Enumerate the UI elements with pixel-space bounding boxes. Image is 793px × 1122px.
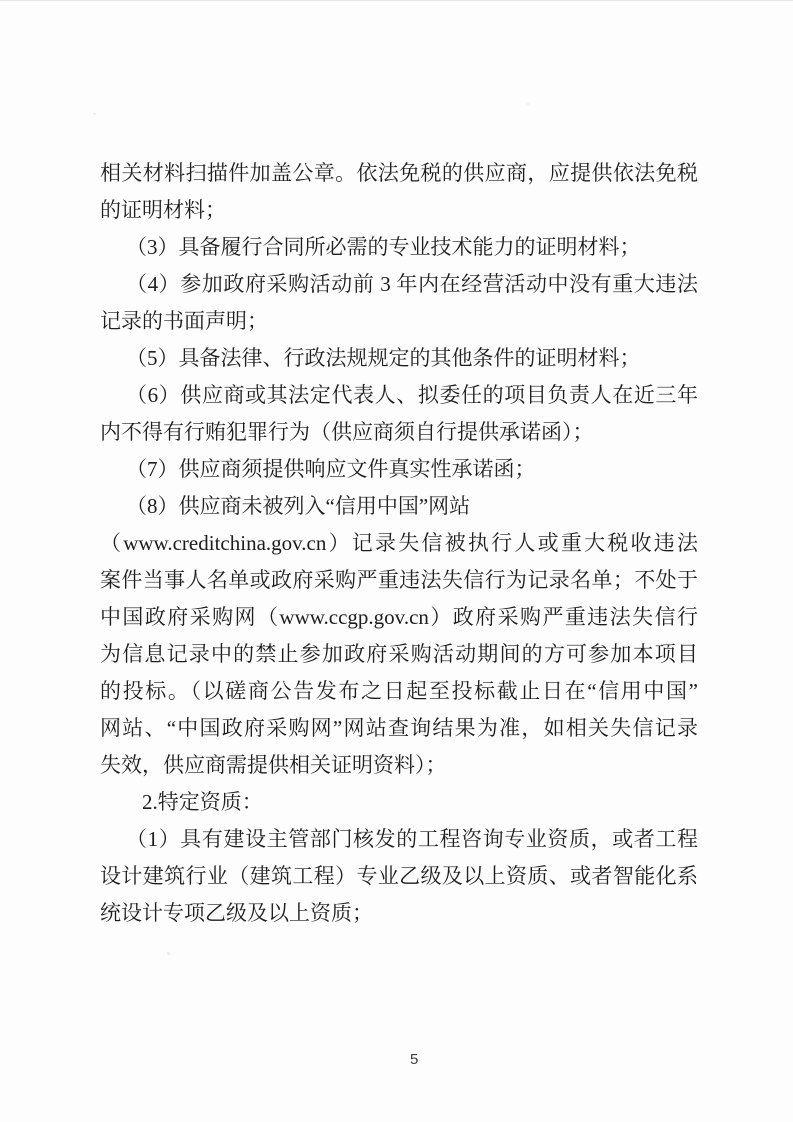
page-number: 5	[410, 1051, 419, 1068]
scan-speck	[167, 952, 170, 955]
text-line: 案件当事人名单或政府采购严重违法失信行为记录名单；不处于	[100, 568, 698, 592]
list-item: （6）供应商或其法定代表人、拟委任的项目负责人在近三年	[126, 383, 698, 407]
text-line: 为信息记录中的禁止参加政府采购活动期间的方可参加本项目	[100, 642, 698, 666]
list-item: （4）参加政府采购活动前 3 年内在经营活动中没有重大违法	[126, 272, 698, 296]
list-item: （7）供应商须提供响应文件真实性承诺函；	[126, 457, 536, 481]
text-line: 失效，供应商需提供相关证明资料）；	[100, 753, 447, 777]
list-item: （5）具备法律、行政法规规定的其他条件的证明材料；	[126, 346, 641, 370]
text-line: 中国政府采购网（www.ccgp.gov.cn）政府采购严重违法失信行	[100, 605, 698, 629]
document-body	[100, 155, 698, 932]
list-item: （1）具有建设主管部门核发的工程咨询专业资质，或者工程	[126, 827, 698, 851]
text-line: 相关材料扫描件加盖公章。依法免税的供应商，应提供依法免税	[100, 161, 698, 185]
scan-speck	[93, 113, 96, 115]
section-heading: 2.特定资质：	[142, 790, 263, 814]
list-item: （3）具备履行合同所必需的专业技术能力的证明材料；	[126, 235, 641, 259]
text-line: （www.creditchina.gov.cn）记录失信被执行人或重大税收违法	[100, 531, 698, 555]
text-line: 设计建筑行业（建筑工程）专业乙级及以上资质、或者智能化系	[100, 864, 698, 888]
text-line: 网站、“中国政府采购网”网站查询结果为准，如相关失信记录	[100, 716, 698, 740]
text-line: 的证明材料；	[100, 198, 226, 222]
text-line: 统设计专项乙级及以上资质；	[100, 901, 373, 925]
text-line: 内不得有行贿犯罪行为（供应商须自行提供承诺函）；	[100, 420, 594, 444]
text-line: 记录的书面声明；	[100, 309, 268, 333]
scan-speck	[527, 103, 529, 105]
list-item: （8）供应商未被列入“信用中国”网站	[126, 494, 471, 518]
scan-edge-artifact	[0, 0, 793, 1]
text-line: 的投标。（以磋商公告发布之日起至投标截止日在“信用中国”	[100, 679, 698, 703]
